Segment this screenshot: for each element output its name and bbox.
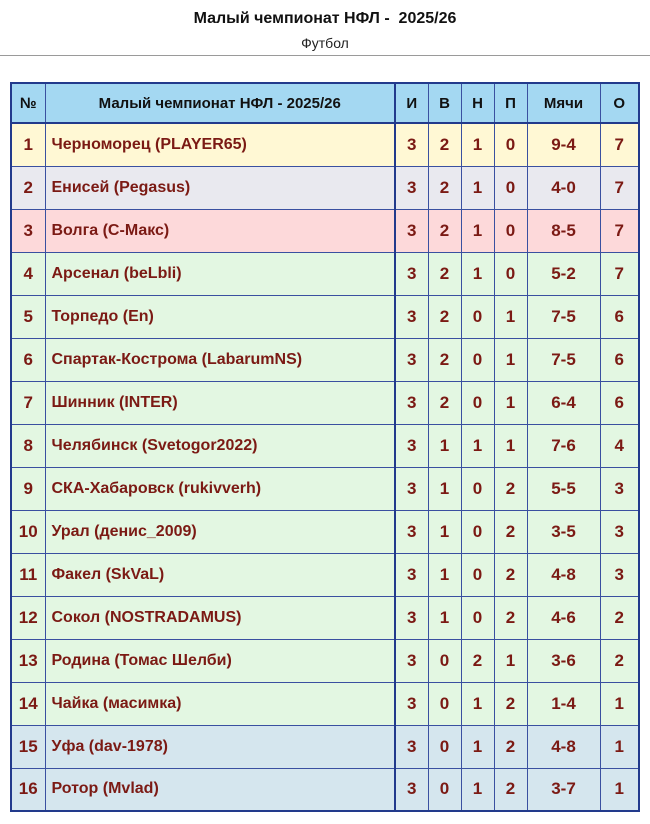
team-cell: Ротор (Mvlad) [45, 768, 395, 811]
table-row [11, 639, 639, 682]
games-cell: 3 [395, 725, 428, 768]
losses-cell: 0 [494, 166, 527, 209]
table-row [11, 768, 639, 811]
wins-cell: 0 [428, 725, 461, 768]
wins-cell: 1 [428, 424, 461, 467]
table-row [11, 338, 639, 381]
goals-cell: 7-6 [527, 424, 600, 467]
team-cell: Челябинск (Svetogor2022) [45, 424, 395, 467]
goals-cell: 5-5 [527, 467, 600, 510]
points-cell: 7 [600, 166, 639, 209]
losses-cell: 1 [494, 295, 527, 338]
games-cell: 3 [395, 467, 428, 510]
draws-cell: 1 [461, 209, 494, 252]
wins-cell: 1 [428, 467, 461, 510]
position-cell: 15 [11, 725, 45, 768]
losses-cell: 2 [494, 682, 527, 725]
draws-cell: 0 [461, 295, 494, 338]
position-cell: 13 [11, 639, 45, 682]
position-cell: 9 [11, 467, 45, 510]
table-row [11, 381, 639, 424]
points-cell: 2 [600, 596, 639, 639]
team-cell: Арсенал (beLbli) [45, 252, 395, 295]
wins-cell: 2 [428, 295, 461, 338]
draws-cell: 1 [461, 682, 494, 725]
draws-cell: 0 [461, 381, 494, 424]
team-cell: Енисей (Pegasus) [45, 166, 395, 209]
losses-cell: 2 [494, 467, 527, 510]
games-cell: 3 [395, 768, 428, 811]
position-cell: 10 [11, 510, 45, 553]
column-header-draws: Н [461, 83, 494, 123]
column-header-games: И [395, 83, 428, 123]
position-cell: 7 [11, 381, 45, 424]
goals-cell: 6-4 [527, 381, 600, 424]
table-row [11, 424, 639, 467]
team-cell: Торпедо (En) [45, 295, 395, 338]
goals-cell: 3-6 [527, 639, 600, 682]
column-header-team: Малый чемпионат НФЛ - 2025/26 [45, 83, 395, 123]
draws-cell: 0 [461, 596, 494, 639]
table-row [11, 166, 639, 209]
draws-cell: 1 [461, 424, 494, 467]
page-header [0, 0, 650, 56]
goals-cell: 7-5 [527, 295, 600, 338]
wins-cell: 0 [428, 682, 461, 725]
wins-cell: 2 [428, 252, 461, 295]
goals-cell: 5-2 [527, 252, 600, 295]
wins-cell: 2 [428, 209, 461, 252]
position-cell: 14 [11, 682, 45, 725]
table-row [11, 725, 639, 768]
points-cell: 4 [600, 424, 639, 467]
position-cell: 1 [11, 123, 45, 166]
header-divider [0, 55, 650, 56]
position-cell: 2 [11, 166, 45, 209]
table-row [11, 123, 639, 166]
games-cell: 3 [395, 596, 428, 639]
wins-cell: 0 [428, 768, 461, 811]
position-cell: 8 [11, 424, 45, 467]
games-cell: 3 [395, 209, 428, 252]
points-cell: 6 [600, 381, 639, 424]
goals-cell: 1-4 [527, 682, 600, 725]
goals-cell: 4-8 [527, 725, 600, 768]
team-cell: Родина (Томас Шелби) [45, 639, 395, 682]
draws-cell: 2 [461, 639, 494, 682]
table-row [11, 209, 639, 252]
table-body [11, 123, 639, 811]
column-header-position: № [11, 83, 45, 123]
table-row [11, 553, 639, 596]
games-cell: 3 [395, 123, 428, 166]
wins-cell: 1 [428, 510, 461, 553]
draws-cell: 0 [461, 510, 494, 553]
losses-cell: 1 [494, 639, 527, 682]
column-header-losses: П [494, 83, 527, 123]
losses-cell: 0 [494, 209, 527, 252]
draws-cell: 0 [461, 467, 494, 510]
wins-cell: 2 [428, 338, 461, 381]
draws-cell: 0 [461, 338, 494, 381]
wins-cell: 1 [428, 553, 461, 596]
table-row [11, 596, 639, 639]
games-cell: 3 [395, 424, 428, 467]
table-row [11, 682, 639, 725]
goals-cell: 8-5 [527, 209, 600, 252]
team-cell: Сокол (NOSTRADAMUS) [45, 596, 395, 639]
position-cell: 16 [11, 768, 45, 811]
wins-cell: 2 [428, 123, 461, 166]
team-cell: Волга (С-Макс) [45, 209, 395, 252]
column-header-wins: В [428, 83, 461, 123]
points-cell: 6 [600, 295, 639, 338]
points-cell: 3 [600, 467, 639, 510]
position-cell: 6 [11, 338, 45, 381]
losses-cell: 2 [494, 596, 527, 639]
goals-cell: 3-5 [527, 510, 600, 553]
games-cell: 3 [395, 381, 428, 424]
position-cell: 12 [11, 596, 45, 639]
position-cell: 5 [11, 295, 45, 338]
position-cell: 4 [11, 252, 45, 295]
points-cell: 7 [600, 209, 639, 252]
team-cell: Чайка (масимка) [45, 682, 395, 725]
points-cell: 1 [600, 682, 639, 725]
points-cell: 7 [600, 252, 639, 295]
table-row [11, 252, 639, 295]
column-header-points: О [600, 83, 639, 123]
losses-cell: 0 [494, 252, 527, 295]
position-cell: 3 [11, 209, 45, 252]
games-cell: 3 [395, 252, 428, 295]
wins-cell: 1 [428, 596, 461, 639]
draws-cell: 1 [461, 252, 494, 295]
wins-cell: 2 [428, 166, 461, 209]
column-header-goals: Мячи [527, 83, 600, 123]
draws-cell: 1 [461, 725, 494, 768]
table-row [11, 510, 639, 553]
draws-cell: 1 [461, 166, 494, 209]
losses-cell: 0 [494, 123, 527, 166]
losses-cell: 2 [494, 553, 527, 596]
draws-cell: 1 [461, 123, 494, 166]
losses-cell: 2 [494, 510, 527, 553]
losses-cell: 2 [494, 725, 527, 768]
points-cell: 3 [600, 510, 639, 553]
goals-cell: 4-8 [527, 553, 600, 596]
games-cell: 3 [395, 639, 428, 682]
points-cell: 3 [600, 553, 639, 596]
goals-cell: 9-4 [527, 123, 600, 166]
goals-cell: 4-0 [527, 166, 600, 209]
games-cell: 3 [395, 510, 428, 553]
table-header-row [11, 83, 639, 123]
losses-cell: 1 [494, 424, 527, 467]
team-cell: СКА-Хабаровск (rukivverh) [45, 467, 395, 510]
table-row [11, 295, 639, 338]
page-title: Малый чемпионат НФЛ - 2025/26 [193, 10, 457, 27]
goals-cell: 7-5 [527, 338, 600, 381]
losses-cell: 2 [494, 768, 527, 811]
team-cell: Уфа (dav-1978) [45, 725, 395, 768]
page-subtitle: Футбол [301, 35, 349, 51]
points-cell: 6 [600, 338, 639, 381]
team-cell: Факел (SkVaL) [45, 553, 395, 596]
table-row [11, 467, 639, 510]
draws-cell: 0 [461, 553, 494, 596]
goals-cell: 3-7 [527, 768, 600, 811]
position-cell: 11 [11, 553, 45, 596]
goals-cell: 4-6 [527, 596, 600, 639]
games-cell: 3 [395, 682, 428, 725]
wins-cell: 2 [428, 381, 461, 424]
points-cell: 7 [600, 123, 639, 166]
games-cell: 3 [395, 166, 428, 209]
team-cell: Черноморец (PLAYER65) [45, 123, 395, 166]
losses-cell: 1 [494, 338, 527, 381]
games-cell: 3 [395, 295, 428, 338]
points-cell: 2 [600, 639, 639, 682]
standings-table [10, 82, 640, 812]
wins-cell: 0 [428, 639, 461, 682]
points-cell: 1 [600, 768, 639, 811]
points-cell: 1 [600, 725, 639, 768]
team-cell: Шинник (INTER) [45, 381, 395, 424]
games-cell: 3 [395, 338, 428, 381]
draws-cell: 1 [461, 768, 494, 811]
team-cell: Урал (денис_2009) [45, 510, 395, 553]
team-cell: Спартак-Кострома (LabarumNS) [45, 338, 395, 381]
games-cell: 3 [395, 553, 428, 596]
losses-cell: 1 [494, 381, 527, 424]
